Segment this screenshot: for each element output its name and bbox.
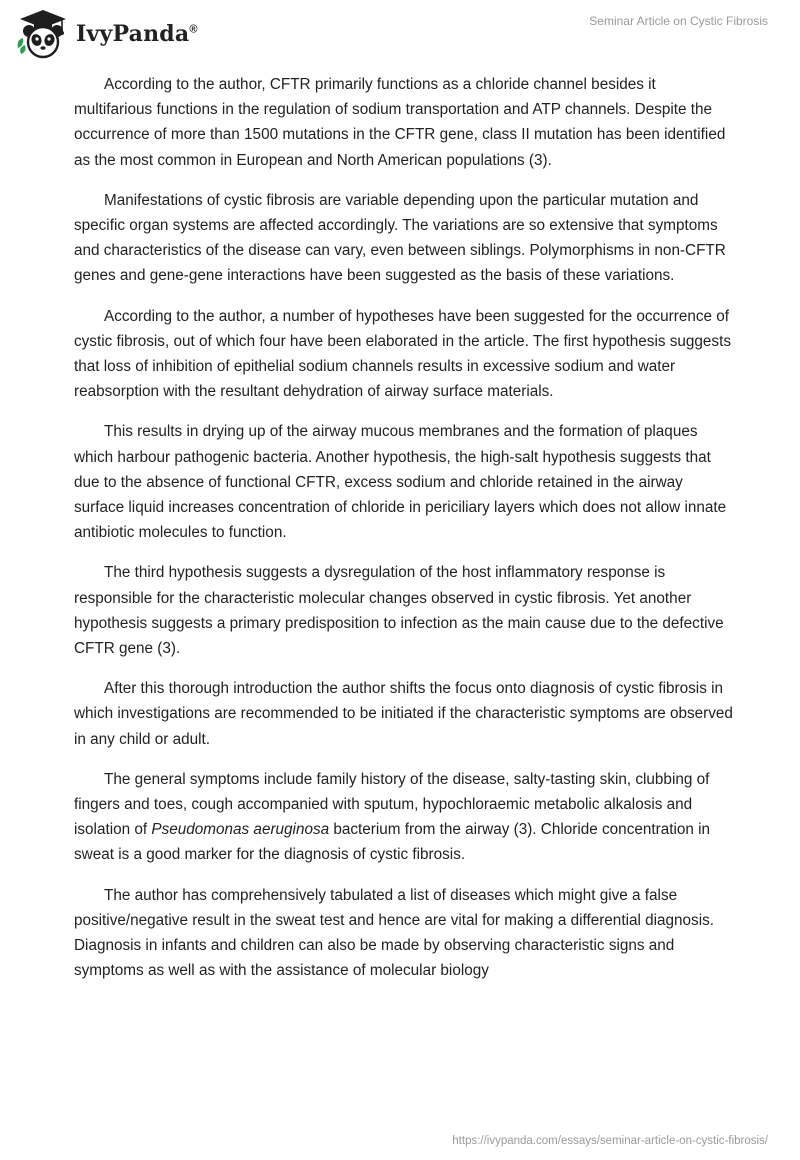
- paragraph-6: After this thorough introduction the author shifts the focus onto diagnosis of cystic fibrosis in which investigations are recommended to be initiated if the characteristic symptoms are observed in any child or adult.: [74, 680, 733, 748]
- source-url-link[interactable]: https://ivypanda.com/essays/seminar-article-on-cystic-fibrosis/: [452, 1135, 768, 1147]
- species-name: Pseudomonas aeruginosa: [151, 821, 330, 839]
- panda-graduate-icon: [14, 8, 72, 60]
- paragraph-7-end: bacterium from the airway (3). Chloride concentration in sweat is a good marker for the diagnosis of cystic fibrosis.: [74, 821, 711, 864]
- paragraph-4: This results in drying up of the airway mucous membranes and the formation of plaques which harbour pathogenic bacteria. Another hypothesis, the high-salt hypothesis suggests that due to the absence of functional CFTR, excess sodium and chloride retained in the airway surface liquid increases concentration of chloride in periciliary layers which does not allow innate antibiotic molecules to function.: [74, 423, 727, 542]
- ivypanda-logo[interactable]: [14, 8, 198, 60]
- paragraph-7-start: The general symptoms include family history of the disease, salty-tasting skin, clubbing of fingers and toes, cough accompanied with sputum, hypochloraemic metabolic alkalosis and isolation of: [74, 770, 710, 839]
- paragraph-2: Manifestations of cystic fibrosis are variable depending upon the particular mutation and specific organ systems are affected accordingly. The variations are so extensive that symptoms and characteristics of the disease can vary, even between siblings. Polymorphisms in non-CFTR genes and gene-gene interactions have been suggested as the basis of these variations.: [74, 191, 726, 285]
- paragraph-3: According to the author, a number of hypotheses have been suggested for the occurrence of cystic fibrosis, out of which four have been elaborated in the article. The first hypothesis suggests that loss of inhibition of epithelial sodium channels results in excessive sodium and water reabsorption with the resultant dehydration of airway surface materials.: [74, 307, 731, 401]
- article-body: [74, 72, 734, 999]
- paragraph-5: The third hypothesis suggests a dysregulation of the host inflammatory response is responsible for the characteristic molecular changes observed in cystic fibrosis. Yet another hypothesis suggests a primary predisposition to infection as the main cause due to the defective CFTR gene (3).: [74, 564, 724, 658]
- registered-mark: ®: [189, 23, 198, 36]
- paragraph-8: The author has comprehensively tabulated a list of diseases which might give a false positive/negative result in the sweat test and hence are vital for making a differential diagnosis. Diagnosis in infants and children can also be made by observing characteristic signs and symptoms as well as with the assistance of molecular biology: [74, 886, 715, 980]
- paragraph-7: [74, 767, 734, 868]
- page-header: [0, 0, 800, 70]
- paragraph-1: According to the author, CFTR primarily functions as a chloride channel besides it multifarious functions in the regulation of sodium transportation and ATP channels. Despite the occurrence of more than 1500 mutations in the CFTR gene, class II mutation has been identified as the most common in European and North American populations (3).: [74, 76, 726, 169]
- document-title: Seminar Article on Cystic Fibrosis: [589, 14, 768, 28]
- logo-text: IvyPanda®: [76, 21, 198, 47]
